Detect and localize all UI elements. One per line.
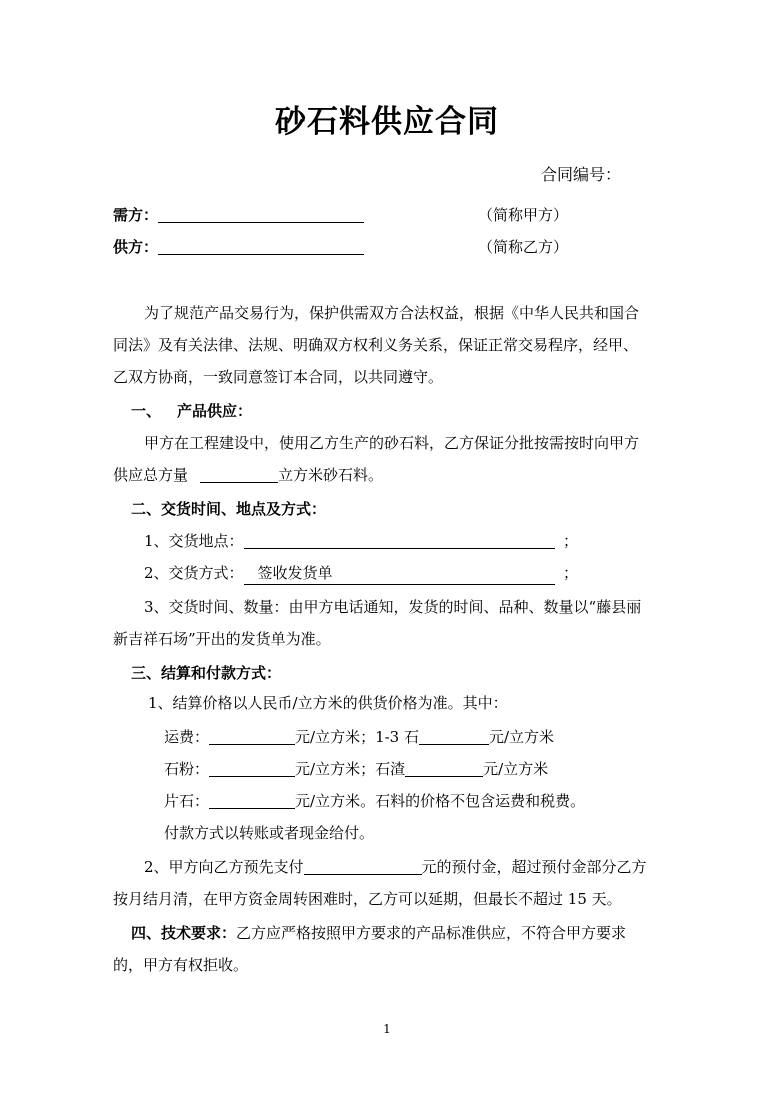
- flagstone-blank: [209, 790, 295, 809]
- stone-slag-unit: 元/立方米: [483, 760, 549, 778]
- stone-powder-unit: 元/立方米；石渣: [295, 760, 406, 778]
- delivery-method-end: ；: [563, 564, 579, 582]
- section-4-text: 乙方应严格按照甲方要求的产品标准供应，不符合甲方要求: [236, 924, 627, 942]
- seller-row: [113, 236, 364, 258]
- price-row-freight: [164, 726, 554, 748]
- prepayment-text: 元的预付金，超过预付金部分乙方: [421, 858, 647, 876]
- prepayment-blank: [304, 856, 422, 875]
- flagstone-unit: 元/立方米。石料的价格不包含运费和税费。: [295, 792, 586, 810]
- intro-line-2: 同法》及有关法律、法规、明确双方权利义务关系，保证正常交易程序，经甲、: [113, 336, 639, 354]
- section-2-heading: 二、交货时间、地点及方式：: [131, 500, 327, 518]
- section-4-line-1: [131, 922, 626, 944]
- settlement-price-line: 1、结算价格以人民币/立方米的供货价格为准。其中：: [148, 694, 508, 712]
- delivery-place-row: [144, 530, 555, 552]
- freight-blank: [209, 726, 295, 745]
- delivery-method-label: 2、交货方式：: [144, 564, 244, 582]
- delivery-time-line-1: 3、交货时间、数量：由甲方电话通知，发货的时间、品种、数量以“藤县丽: [144, 598, 642, 616]
- intro-line-1: 为了规范产品交易行为，保护供需双方合法权益，根据《中华人民共和国合: [144, 304, 640, 322]
- buyer-blank: [158, 204, 364, 223]
- total-volume-label: 供应总方量: [113, 466, 189, 484]
- intro-line-3: 乙双方协商，一致同意签订本合同，以共同遵守。: [113, 368, 444, 386]
- seller-note: （简称乙方）: [478, 238, 569, 256]
- freight-unit: 元/立方米；1-3 石: [295, 728, 419, 746]
- delivery-time-line-2: 新吉祥石场”开出的发货单为准。: [113, 630, 331, 648]
- delivery-method-value: 签收发货单: [244, 562, 555, 585]
- total-volume-unit: 立方米砂石料。: [278, 466, 384, 484]
- stone-1-3-unit: 元/立方米: [489, 728, 555, 746]
- stone-powder-blank: [209, 758, 295, 777]
- delivery-method-row: [144, 562, 555, 585]
- section-1-heading: [131, 400, 252, 422]
- seller-label: 供方：: [113, 238, 159, 256]
- stone-powder-label: 石粉：: [164, 760, 210, 778]
- page-title: 砂石料供应合同: [275, 104, 499, 140]
- prepayment-line-1: [144, 856, 647, 878]
- section-4-line-2: 的，甲方有权拒收。: [113, 956, 249, 974]
- prepayment-label: 2、甲方向乙方预先支付: [144, 858, 304, 876]
- buyer-note: （简称甲方）: [478, 206, 569, 224]
- buyer-label: 需方：: [113, 206, 159, 224]
- section-1-line-1: 甲方在工程建设中，使用乙方生产的砂石料，乙方保证分批按需按时向甲方: [144, 434, 640, 452]
- stone-slag-blank: [405, 758, 483, 777]
- delivery-place-blank: [244, 530, 555, 549]
- contract-number-label: 合同编号：: [541, 165, 622, 184]
- section-1-line-2: [113, 464, 383, 486]
- delivery-place-label: 1、交货地点：: [144, 532, 244, 550]
- section-1-number: 一、: [131, 402, 162, 420]
- price-row-powder: [164, 758, 548, 780]
- freight-label: 运费：: [164, 728, 210, 746]
- buyer-row: [113, 204, 364, 226]
- delivery-place-end: ；: [563, 532, 579, 550]
- section-1-title: 产品供应：: [177, 402, 253, 420]
- total-volume-blank: [200, 464, 278, 483]
- seller-blank: [158, 236, 364, 255]
- flagstone-label: 片石：: [164, 792, 210, 810]
- section-3-heading: 三、结算和付款方式：: [131, 664, 282, 682]
- section-4-heading: 四、技术要求：: [131, 924, 237, 942]
- page-number: 1: [383, 1022, 391, 1036]
- prepayment-line-2: 按月结月清，在甲方资金周转困难时，乙方可以延期，但最长不超过 15 天。: [113, 890, 622, 908]
- payment-method: 付款方式以转账或者现金给付。: [164, 824, 375, 842]
- price-row-flagstone: [164, 790, 585, 812]
- stone-1-3-blank: [419, 726, 489, 745]
